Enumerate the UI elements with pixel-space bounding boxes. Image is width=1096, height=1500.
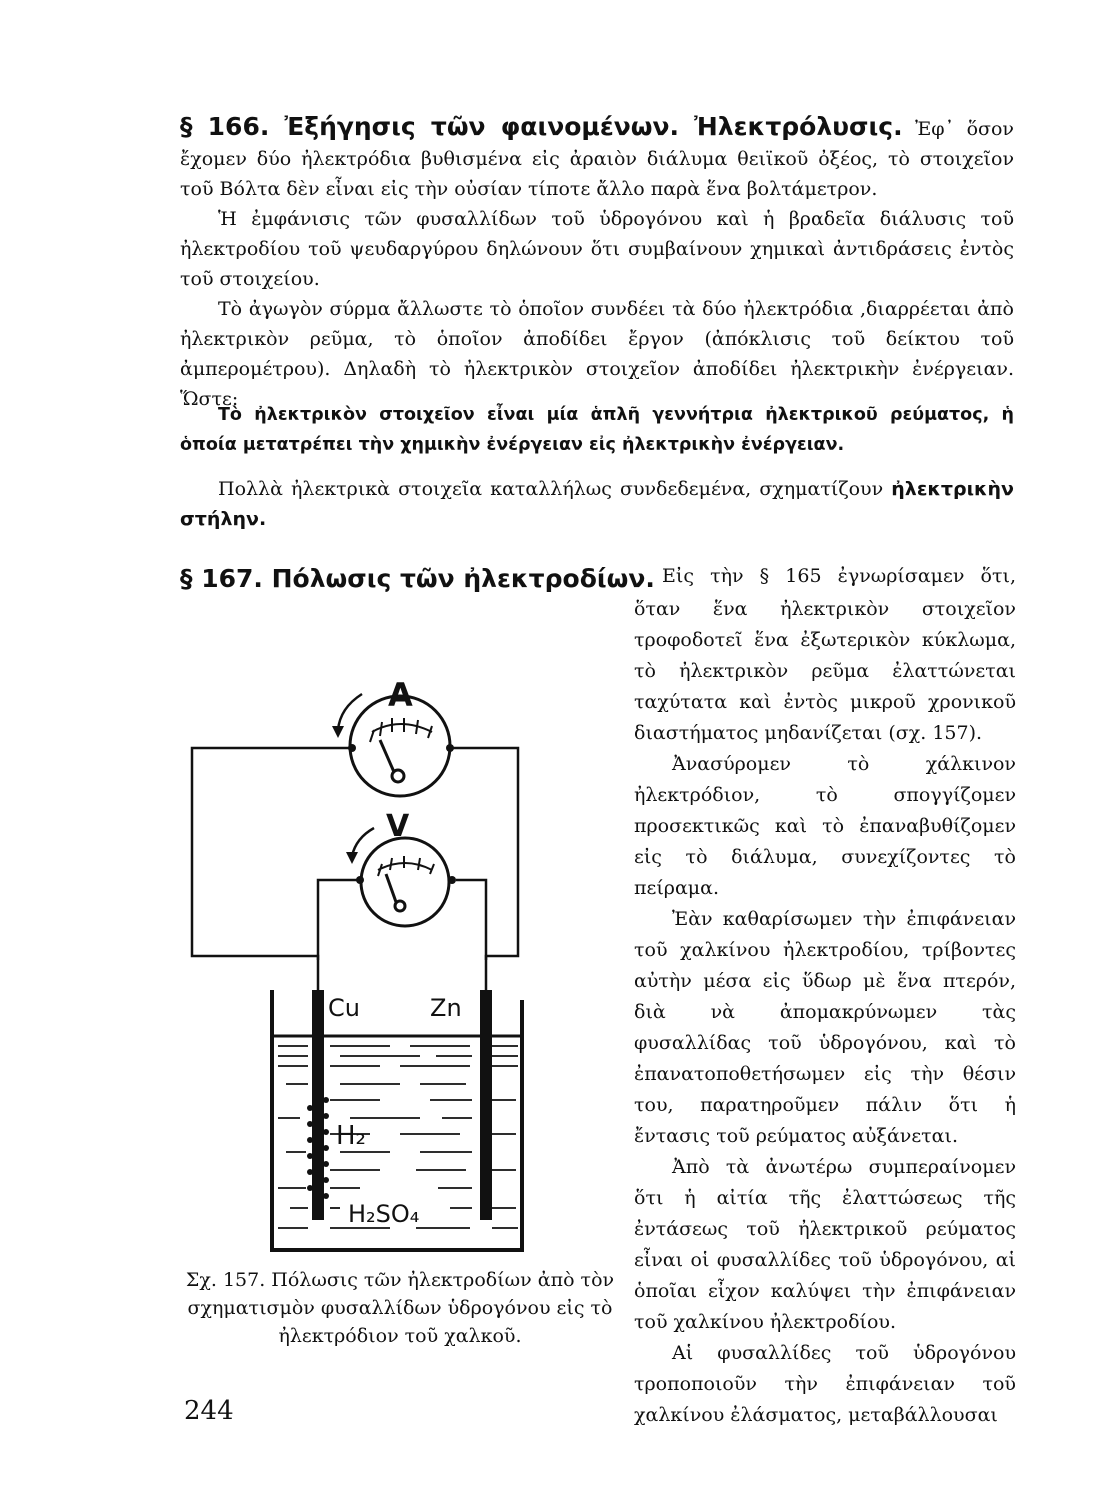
emphasis-statement: Τὸ ἠλεκτρικὸν στοιχεῖον εἶναι μία ἁπλῆ γεννήτρια ἠλεκτρικοῦ ρεύματος, ἡ ὁποία μετατρέπει τὴν χημικὴν ἐνέργειαν εἰς ἠλεκτρικὴν ἐνέργειαν. xyxy=(180,405,1014,455)
section-166-heading: § 166. Ἐξήγησις τῶν φαινομένων. Ἠλεκτρόλυσις. xyxy=(180,112,903,141)
ammeter-terminal-left xyxy=(348,744,356,752)
voltmeter-deflection-arrow-icon xyxy=(352,828,374,856)
copper-label: Cu xyxy=(328,994,360,1022)
voltmeter-terminal-left xyxy=(356,876,364,884)
section-167-p3: Ἐὰν καθαρίσωμεν τὴν ἐπιφάνειαν τοῦ χαλκίνου ἠλεκτροδίου, τρίβοντες αὐτὴν μέσα εἰς ὕδωρ μὲ ἕνα πτερόν, διὰ νὰ ἀπομακρύνωμεν τὰς φυσαλλίδας τοῦ ὑδρογόνου, καὶ τὸ ἐπανατοποθετήσωμεν εἰς τὴν θέσιν του, παρατηροῦμεν πάλιν ὅτι ἡ ἔντασις τοῦ ρεύματος αὐξάνεται. xyxy=(634,908,1016,1147)
section-167-heading: § 167. Πόλωσις τῶν ἠλεκτροδίων. xyxy=(180,564,655,593)
voltmeter-terminal-right xyxy=(448,876,456,884)
figure-157-caption: Σχ. 157. Πόλωσις τῶν ἠλεκτροδίων ἀπὸ τὸν σχηματισμὸν φυσαλλίδων ὑδρογόνου εἰς τὸ ἠλεκτρόδιον τοῦ χαλκοῦ. xyxy=(185,1269,615,1347)
voltmeter-label: V xyxy=(386,809,410,844)
electric-pile-paragraph xyxy=(180,474,1014,534)
section-167-p4: Ἀπὸ τὰ ἀνωτέρω συμπεραίνομεν ὅτι ἡ αἰτία τῆς ἐλαττώσεως τῆς ἐντάσεως τοῦ ἠλεκτρικοῦ ρεύματος εἶναι οἱ φυσαλλίδες τοῦ ὑδρογόνου, αἱ ὁποῖαι εἶχον καλύψει τὴν ἐπιφάνειαν τοῦ χαλκίνου ἠλεκτροδίου. xyxy=(634,1156,1016,1333)
page-number: 244 xyxy=(184,1396,234,1426)
zinc-label: Zn xyxy=(430,994,462,1022)
section-167-p1-rest: ὅταν ἕνα ἠλεκτρικὸν στοιχεῖον τροφοδοτεῖ ἕνα ἐξωτερικὸν κύκλωμα, τὸ ἠλεκτρικὸν ρεῦμα ἐλαττώνεται ταχύτατα καὶ ἐντὸς μικροῦ χρονικοῦ διαστήματος μηδανίζεται (σχ. 157). xyxy=(634,598,1016,744)
ammeter-terminal-right xyxy=(446,744,454,752)
copper-electrode xyxy=(312,990,324,1220)
section-166 xyxy=(180,112,1014,414)
section-166-first-paragraph xyxy=(180,112,1014,204)
voltmeter-wire-right xyxy=(456,880,486,960)
section-166-paragraph-3: Τὸ ἀγωγὸν σύρμα ἄλλωστε τὸ ὁποῖον συνδέει τὰ δύο ἠλεκτρόδια ,διαρρέεται ἀπὸ ἠλεκτρικὸν ρεῦμα, τὸ ὁποῖον ἀποδίδει ἔργον (ἀπόκλισις τοῦ δείκτου τοῦ ἀμπερομέτρου). Δηλαδὴ τὸ ἠλεκτρικὸν στοιχεῖον ἀποδίδει ἠλεκτρικὴν ἐνέργειαν. Ὥστε: xyxy=(180,298,1014,410)
voltmeter-wire-left xyxy=(318,880,358,960)
figure-157-diagram xyxy=(180,660,540,1260)
hydrogen-label: H₂ xyxy=(336,1121,366,1151)
section-166-paragraph-2: Ἡ ἐμφάνισις τῶν φυσαλλίδων τοῦ ὑδρογόνου καὶ ἡ βραδεῖα διάλυσις τοῦ ἠλεκτροδίου τοῦ ψευδαργύρου δηλώνουν ὅτι συμβαίνουν χημικαὶ ἀντιδράσεις ἐντὸς τοῦ στοιχείου. xyxy=(180,208,1014,290)
section-167-p2: Ἀνασύρομεν τὸ χάλκινον ἠλεκτρόδιον, τὸ σπογγίζομεν προσεκτικῶς καὶ τὸ ἐπαναβυθίζομεν εἰς τὸ διάλυμα, συνεχίζοντες τὸ πείραμα. xyxy=(634,753,1016,899)
section-166-intro: Ἐφ᾽ ὅσον ἔχομεν δύο ἠλεκτρόδια βυθισμένα εἰς ἀραιὸν διάλυμα θειϊκοῦ ὀξέος, τὸ στοιχεῖον τοῦ Βόλτα δὲν εἶναι εἰς τὴν οὐσίαν τίποτε ἄλλο παρὰ ἕνα βολτάμετρον. xyxy=(180,118,1014,200)
voltmeter xyxy=(361,838,449,926)
section-167-p5: Αἱ φυσαλλίδες τοῦ ὑδρογόνου τροποποιοῦν τὴν ἐπιφάνειαν τοῦ χαλκίνου ἐλάσματος, μεταβάλλουσαι xyxy=(634,1342,1016,1426)
sulfuric-acid-label: H₂SO₄ xyxy=(348,1200,420,1228)
ammeter-label: A xyxy=(388,676,413,714)
pile-text: Πολλὰ ἠλεκτρικὰ στοιχεῖα καταλλήλως συνδεδεμένα, σχηματίζουν xyxy=(218,478,884,500)
zinc-electrode xyxy=(480,990,492,1220)
section-167-first-line: Εἰς τὴν § 165 ἐγνωρίσαμεν ὅτι, xyxy=(662,565,1016,587)
pile-term: ἠλεκτρικὴν στήλην. xyxy=(180,478,1015,530)
section-167-right-column xyxy=(634,594,1016,1431)
